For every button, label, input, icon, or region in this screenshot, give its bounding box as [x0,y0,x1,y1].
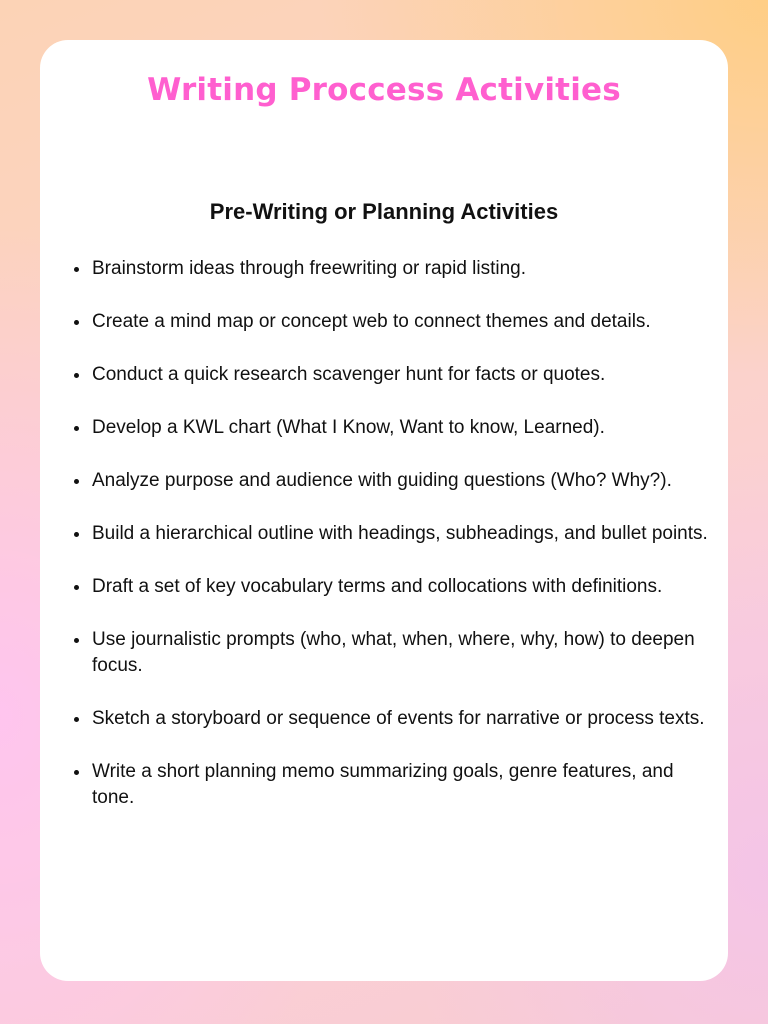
bullet-icon [74,320,79,325]
list-item [92,759,716,811]
bullet-icon [74,373,79,378]
bullet-icon [74,426,79,431]
list-item [92,362,716,388]
page-title: Writing Proccess Activities [147,72,621,108]
list-item [92,256,716,282]
activity-list [92,256,716,838]
bullet-icon [74,532,79,537]
bullet-icon [74,585,79,590]
list-item-text: Conduct a quick research scavenger hunt for facts or quotes. [92,364,606,385]
list-item-text: Write a short planning memo summarizing goals, genre features, and tone. [92,761,674,808]
section-heading: Pre-Writing or Planning Activities [209,199,559,224]
list-item [92,468,716,494]
list-item [92,521,716,547]
bullet-icon [74,479,79,484]
list-item-text: Create a mind map or concept web to connect themes and details. [92,311,651,332]
list-item [92,415,716,441]
list-item [92,574,716,600]
bullet-icon [74,638,79,643]
list-item-text: Analyze purpose and audience with guiding questions (Who? Why?). [92,470,672,491]
list-item-text: Draft a set of key vocabulary terms and collocations with definitions. [92,576,663,597]
list-item-text: Develop a KWL chart (What I Know, Want to know, Learned). [92,417,605,438]
list-item-text: Use journalistic prompts (who, what, when, where, why, how) to deepen focus. [92,629,695,676]
list-item-text: Brainstorm ideas through freewriting or rapid listing. [92,258,527,279]
list-item-text: Build a hierarchical outline with headings, subheadings, and bullet points. [92,523,708,544]
list-item [92,309,716,335]
list-item-text: Sketch a storyboard or sequence of events for narrative or process texts. [92,708,705,729]
bullet-icon [74,770,79,775]
bullet-icon [74,717,79,722]
list-item [92,706,716,732]
bullet-icon [74,267,79,272]
list-item [92,627,716,679]
